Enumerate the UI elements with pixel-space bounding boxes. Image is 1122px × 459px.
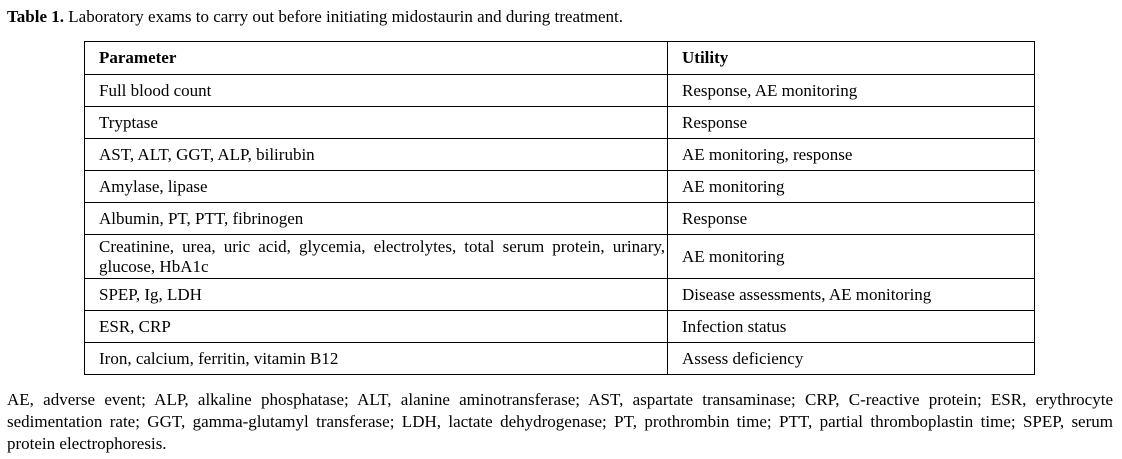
utility-cell: Disease assessments, AE monitoring <box>668 279 1035 311</box>
table-row <box>85 311 1035 343</box>
utility-cell: Assess deficiency <box>668 343 1035 375</box>
utility-cell: Response <box>668 203 1035 235</box>
table-header-row <box>85 42 1035 75</box>
utility-cell: Response <box>668 107 1035 139</box>
parameter-cell: Tryptase <box>85 107 668 139</box>
table-row <box>85 279 1035 311</box>
utility-cell: Infection status <box>668 311 1035 343</box>
table-caption-label: Table 1. <box>7 7 65 26</box>
header-utility: Utility <box>668 42 1035 75</box>
parameter-cell: SPEP, Ig, LDH <box>85 279 668 311</box>
table-row <box>85 203 1035 235</box>
table-row <box>85 75 1035 107</box>
table-row <box>85 107 1035 139</box>
parameter-cell: Amylase, lipase <box>85 171 668 203</box>
table-row <box>85 343 1035 375</box>
table-caption-text: Laboratory exams to carry out before initiating midostaurin and during treatment. <box>64 7 623 26</box>
table-row <box>85 139 1035 171</box>
parameter-cell: Creatinine, urea, uric acid, glycemia, electrolytes, total serum protein, urinary, glucose, HbA1c <box>85 235 668 279</box>
parameter-cell: Full blood count <box>85 75 668 107</box>
abbreviations-footnote: AE, adverse event; ALP, alkaline phosphatase; ALT, alanine aminotransferase; AST, aspartate transaminase; CRP, C-reactive protein; ESR, erythrocyte sedimentation rate; GGT, gamma-glutamyl transferase; LDH, lactate dehydrogenase; PT, prothrombin time; PTT, partial thromboplastin time; SPEP, serum protein electrophoresis. <box>7 390 1113 453</box>
table-row <box>85 235 1035 279</box>
parameter-cell: Albumin, PT, PTT, fibrinogen <box>85 203 668 235</box>
header-parameter: Parameter <box>85 42 668 75</box>
parameter-cell: ESR, CRP <box>85 311 668 343</box>
table-row <box>85 171 1035 203</box>
lab-exams-table <box>84 41 1035 375</box>
utility-cell: Response, AE monitoring <box>668 75 1035 107</box>
utility-cell: AE monitoring, response <box>668 139 1035 171</box>
utility-cell: AE monitoring <box>668 235 1035 279</box>
parameter-cell: Iron, calcium, ferritin, vitamin B12 <box>85 343 668 375</box>
parameter-cell: AST, ALT, GGT, ALP, bilirubin <box>85 139 668 171</box>
table-caption <box>7 7 623 27</box>
utility-cell: AE monitoring <box>668 171 1035 203</box>
